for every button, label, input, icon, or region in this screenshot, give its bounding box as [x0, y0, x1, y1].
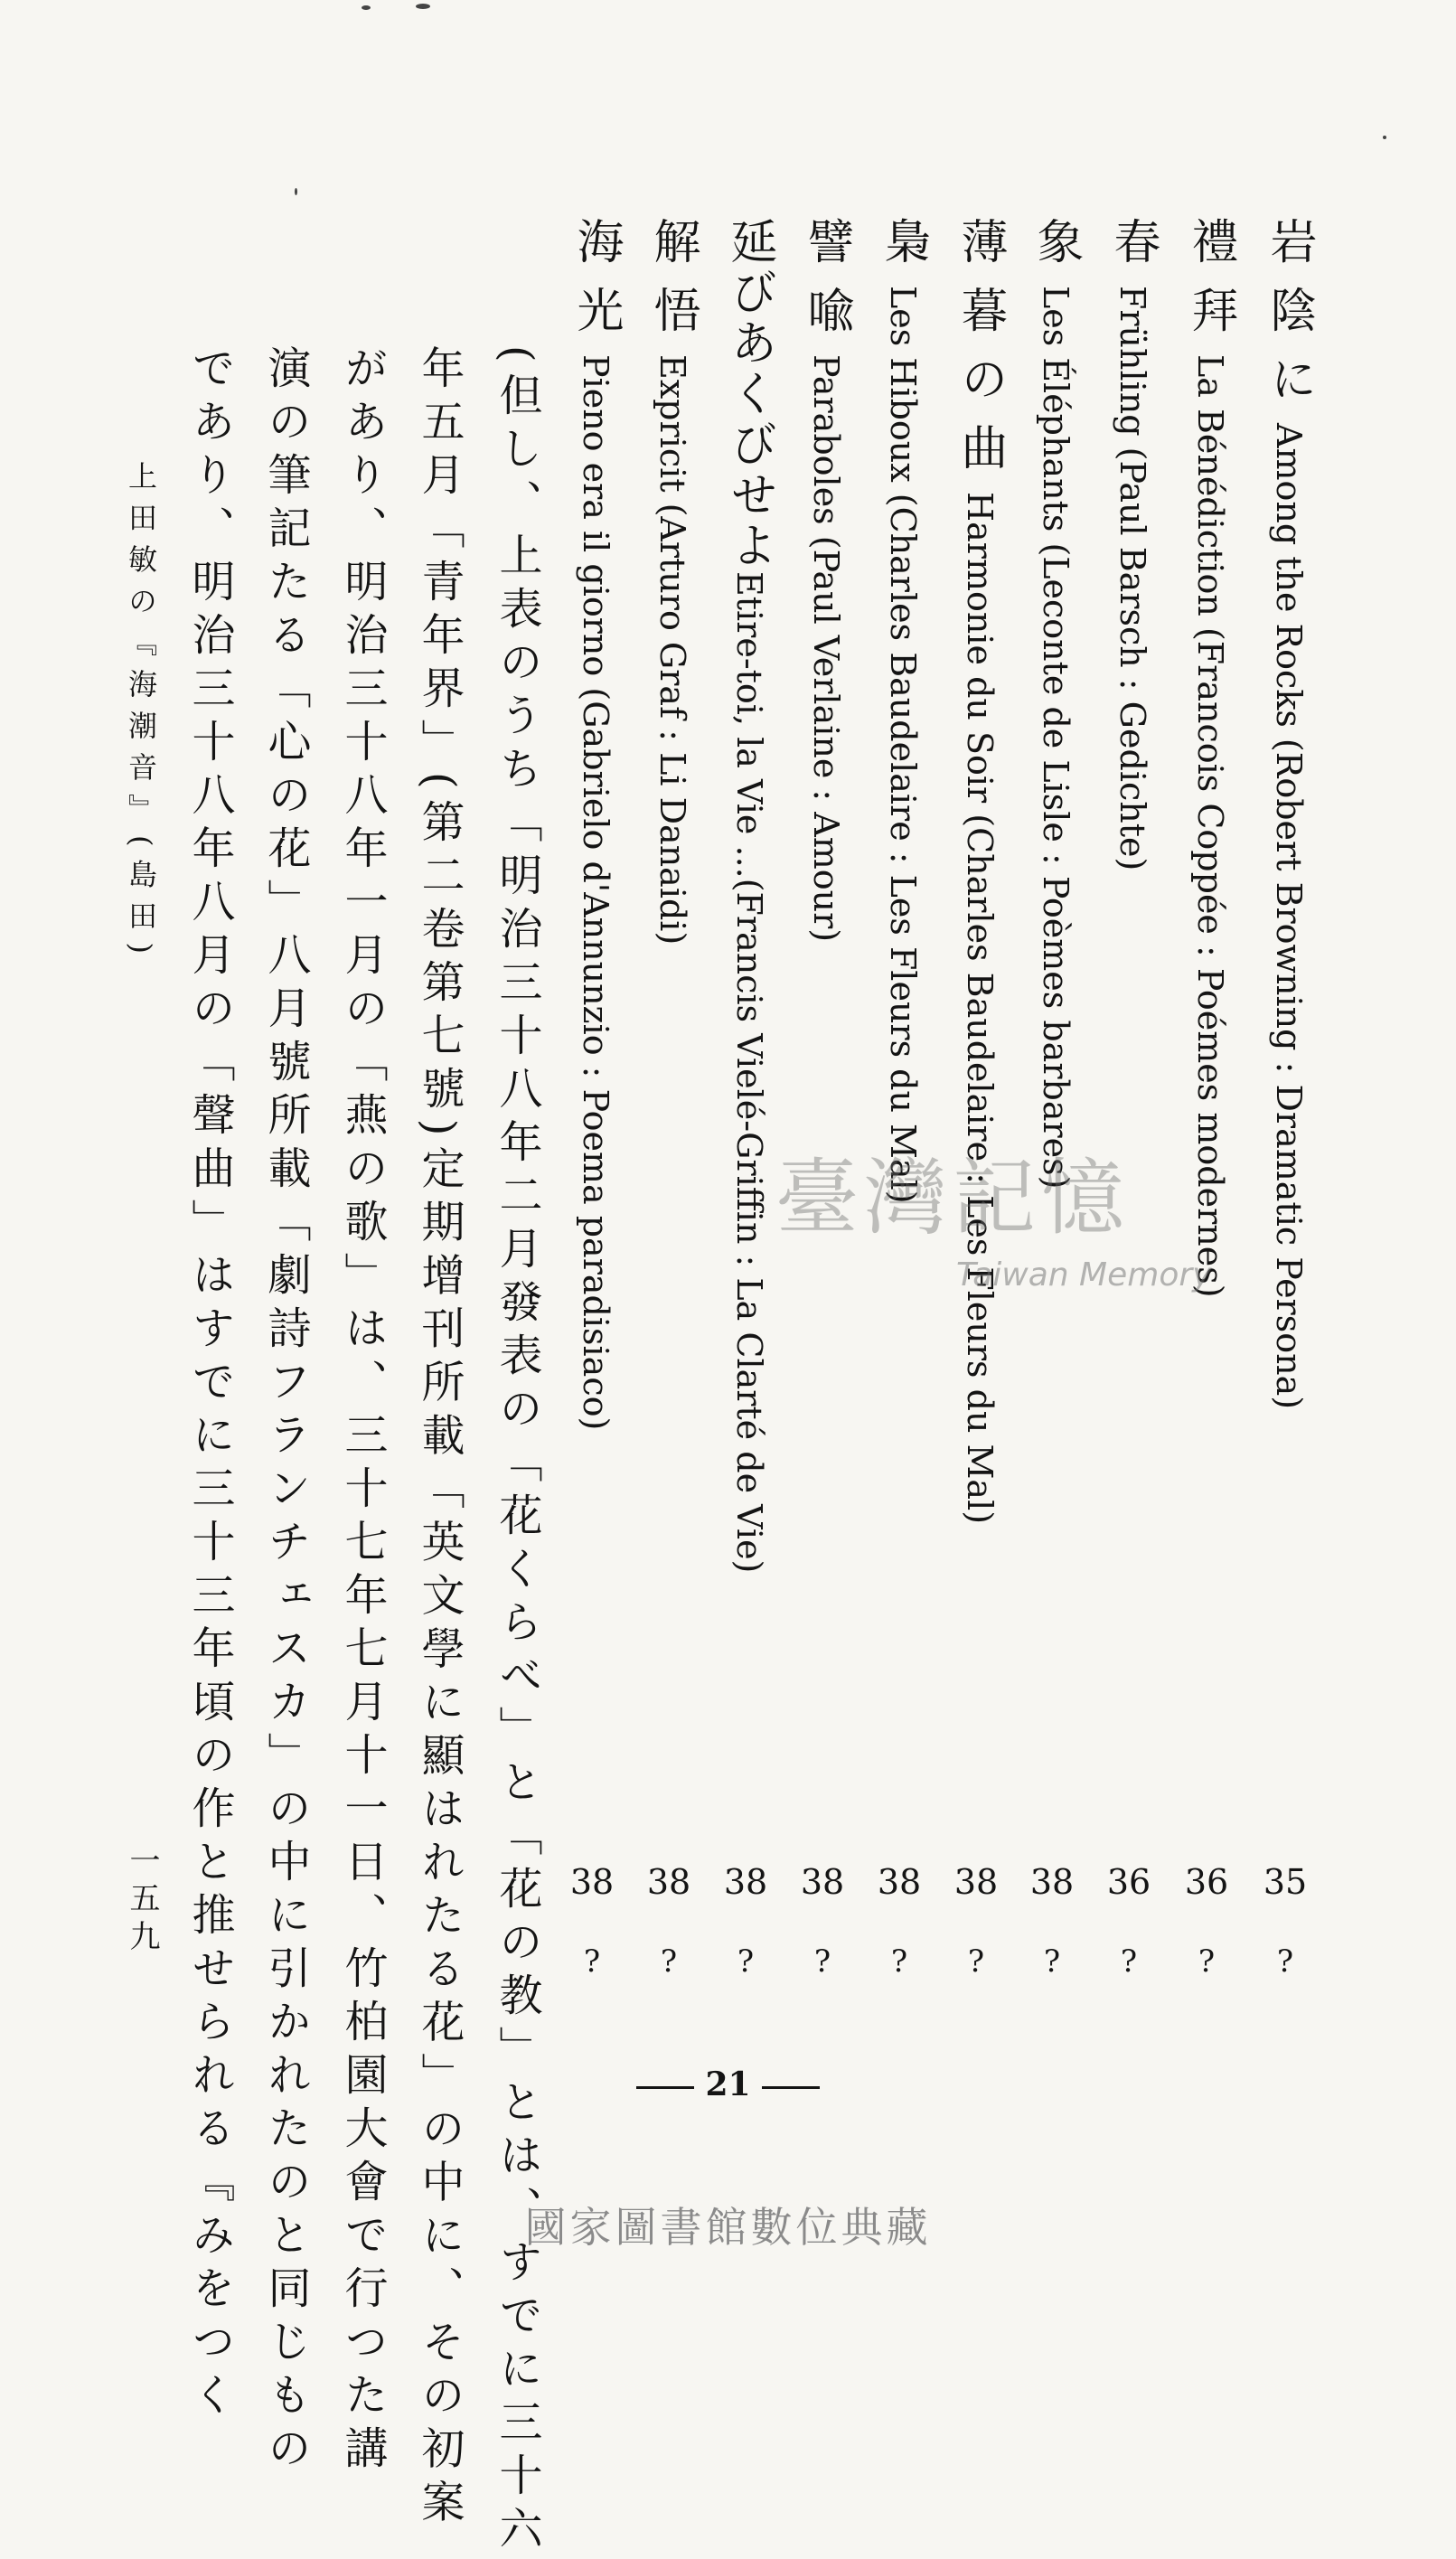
row-japanese-title: 岩陰に — [1262, 217, 1316, 423]
watermark-logo-text: Taiwan Memory — [956, 1256, 1212, 1294]
row-year: 38 — [1029, 1862, 1075, 1902]
row-year: 38 — [646, 1862, 691, 1902]
row-japanese-title: 譬喩 — [799, 217, 853, 354]
scan-speck — [1383, 136, 1386, 139]
row-year: 36 — [1106, 1862, 1151, 1902]
page-number-kanji: 一五九 — [124, 1844, 160, 1958]
row-month: ? — [1198, 1943, 1216, 1980]
row-source-title: Les Éléphants (Leconte de Lisle : Poèmes barbares) — [1036, 286, 1076, 1190]
row-year: 38 — [953, 1862, 999, 1902]
scan-speck — [295, 188, 297, 195]
row-japanese-title: 春 — [1105, 217, 1160, 286]
row-year: 38 — [877, 1862, 922, 1902]
row-source-title: Among the Rocks (Robert Browning : Dramatic Persona) — [1269, 423, 1309, 1410]
row-year: 38 — [723, 1862, 768, 1902]
row-month: ? — [813, 1943, 831, 1980]
row-source-title: Les Hiboux (Charles Baudelaire : Les Fleurs du Mal) — [883, 286, 923, 1204]
paragraph-line-4: 演の筆記たる「心の花」八月號所載「劇詩フランチェスカ」の中に引かれたのと同じもの — [260, 345, 311, 2479]
page-number-text: 21 — [705, 2065, 751, 2103]
row-japanese-title: 解悟 — [645, 217, 700, 354]
page-number — [0, 2065, 1456, 2103]
paragraph-line-1: (但し、上表のうち「明治三十八年二月發表の「花くらべ」と「花の教」とは、すでに三十六 — [492, 345, 542, 2559]
row-month: ? — [1276, 1943, 1294, 1980]
row-source-title: Expricit (Arturo Graf : Li Danaidi) — [653, 354, 692, 946]
row-japanese-title: 梟 — [876, 217, 930, 286]
row-year: 38 — [569, 1862, 615, 1902]
row-month: ? — [737, 1943, 755, 1980]
row-year: 36 — [1184, 1862, 1229, 1902]
paragraph-line-3: があり、明治三十八年一月の「燕の歌」は、三十七年七月十一日、竹柏園大會で行つた講 — [337, 345, 388, 2479]
paragraph-line-5: であり、明治三十八年八月の「聲曲」はすでに三十三年頃の作と推せられる『みをつく — [184, 345, 235, 2425]
row-japanese-title: 禮拜 — [1183, 217, 1237, 354]
watermark-logo: 臺灣記憶 — [775, 1150, 1131, 1247]
library-caption: 國家圖書館數位典藏 — [524, 2203, 932, 2252]
row-japanese-title: 象 — [1029, 217, 1083, 286]
scan-speck — [416, 4, 430, 9]
row-source-title: Etire-toi, la Vie ...(Francis Vielé-Griffin : La Clarté de Vie) — [729, 571, 769, 1574]
row-source-title: La Bénédiction (Francois Coppée : Poémes modernes) — [1190, 354, 1230, 1298]
row-year: 35 — [1263, 1862, 1308, 1902]
row-source-title: Harmonie du Soir (Charles Baudelaire : Les Fleurs du Mal) — [960, 492, 1000, 1525]
row-source-title: Paraboles (Paul Verlaine : Amour) — [806, 354, 846, 943]
row-source-title: Pieno era il giorno (Gabrielo d'Annunzio : Poema paradisiaco) — [576, 354, 615, 1431]
row-month: ? — [890, 1943, 908, 1980]
row-month: ? — [1120, 1943, 1138, 1980]
row-month: ? — [660, 1943, 678, 1980]
paragraph-line-2: 年五月「青年界」(第二卷第七號)定期增刊所載「英文學に顯はれたる花」の中に、その初案 — [414, 345, 465, 2533]
row-source-title: Frühling (Paul Barsch : Gedichte) — [1113, 286, 1152, 871]
row-japanese-title: 海光 — [568, 217, 623, 354]
row-japanese-title: 薄暮の曲 — [953, 217, 1007, 492]
row-year: 38 — [800, 1862, 845, 1902]
row-japanese-title: 延びあくびせよ — [722, 217, 776, 571]
row-month: ? — [583, 1943, 601, 1980]
scan-speck — [362, 5, 371, 10]
row-month: ? — [967, 1943, 985, 1980]
running-header: 上田敏の『海潮音』(島田) — [124, 461, 158, 966]
row-month: ? — [1043, 1943, 1061, 1980]
